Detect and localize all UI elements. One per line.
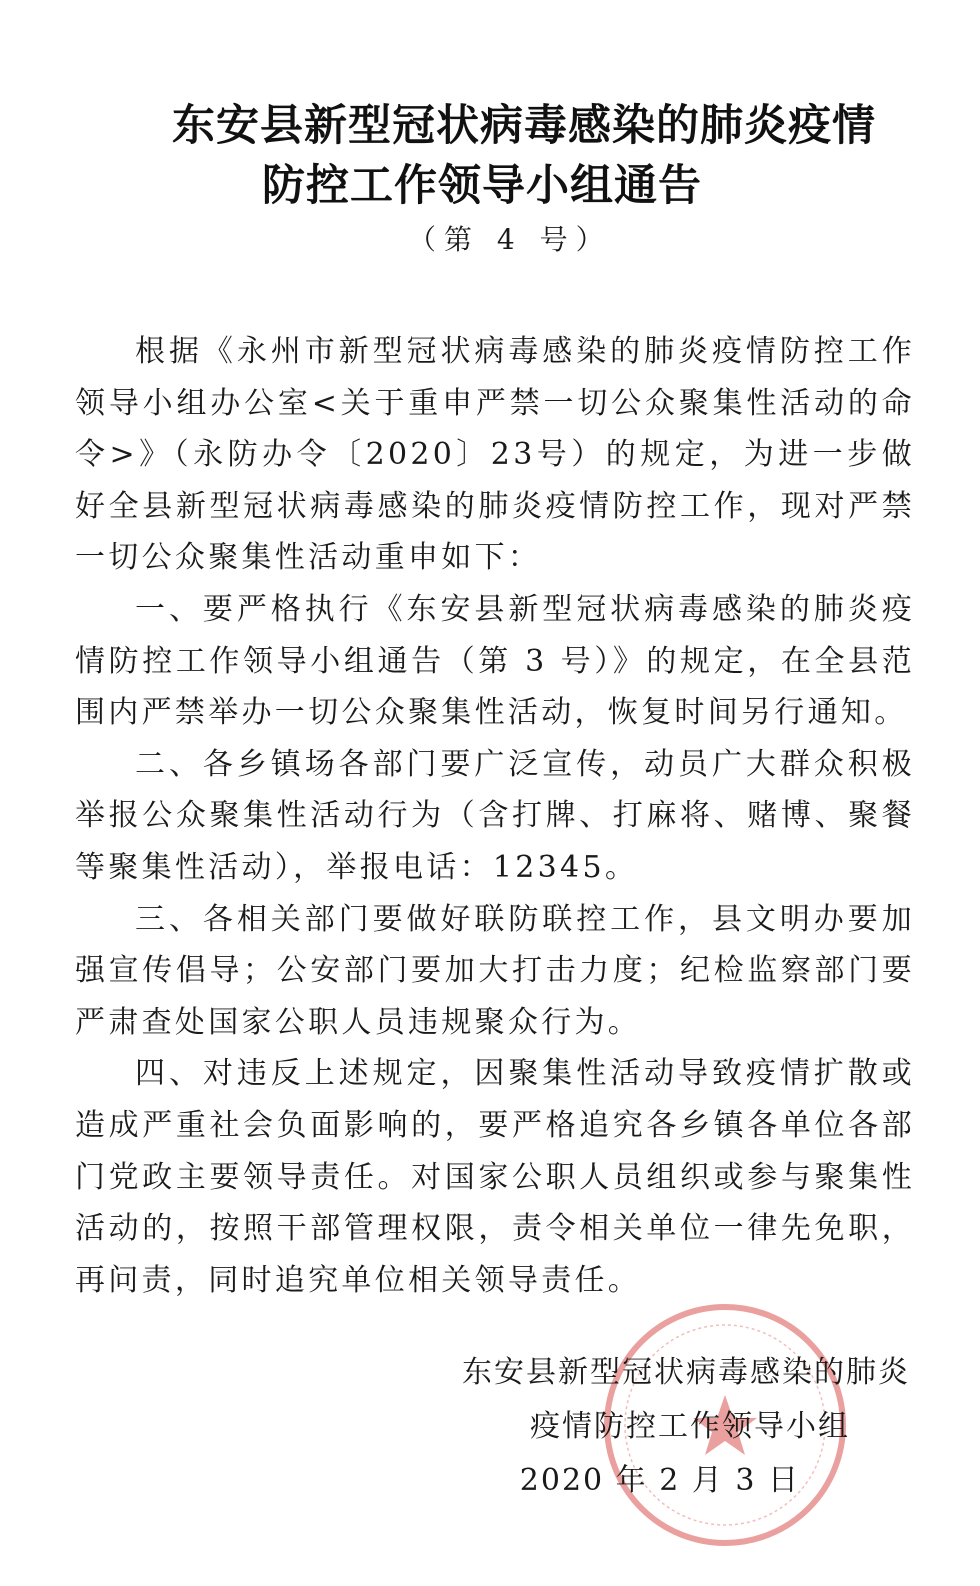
issue-date: 2020 年 2 月 3 日	[519, 1463, 800, 1498]
document-title-line-2: 防控工作领导小组通告	[262, 161, 702, 211]
item-3-paragraph: 三、各相关部门要做好联防联控工作，县文明办要加强宣传倡导；公安部门要加大打击力度；纪检监察部门要严肃查处国家公职人员违规聚众行为。	[75, 901, 915, 1040]
intro-paragraph: 根据《永州市新型冠状病毒感染的肺炎疫情防控工作领导小组办公室<关于重申严禁一切公众聚集性活动的命令>》（永防办令〔2020〕23号）的规定，为进一步做好全县新型冠状病毒感染的肺炎疫情防控工作，现对严禁一切公众聚集性活动重申如下：	[75, 334, 915, 576]
issuing-org-line-1: 东安县新型冠状病毒感染的肺炎	[462, 1355, 910, 1390]
signature-block	[450, 1346, 910, 1508]
item-2-paragraph: 二、各乡镇场各部门要广泛宣传，动员广大群众积极举报公众聚集性活动行为（含打牌、打麻将、赌博、聚餐等聚集性活动），举报电话：12345。	[75, 746, 915, 885]
document-title-line-1: 东安县新型冠状病毒感染的肺炎疫情	[172, 101, 876, 151]
issuing-org-line-2: 疫情防控工作领导小组	[530, 1409, 850, 1444]
document-body	[75, 326, 915, 1306]
document-number: （第 4 号）	[408, 223, 612, 256]
item-4-paragraph: 四、对违反上述规定，因聚集性活动导致疫情扩散或造成严重社会负面影响的，要严格追究各乡镇各单位各部门党政主要领导责任。对国家公职人员组织或参与聚集性活动的，按照干部管理权限，责令相关单位一律先免职，再问责，同时追究单位相关领导责任。	[75, 1056, 915, 1298]
item-1-paragraph: 一、要严格执行《东安县新型冠状病毒感染的肺炎疫情防控工作领导小组通告（第 3 号）》的规定，在全县范围内严禁举办一切公众聚集性活动，恢复时间另行通知。	[75, 591, 915, 731]
